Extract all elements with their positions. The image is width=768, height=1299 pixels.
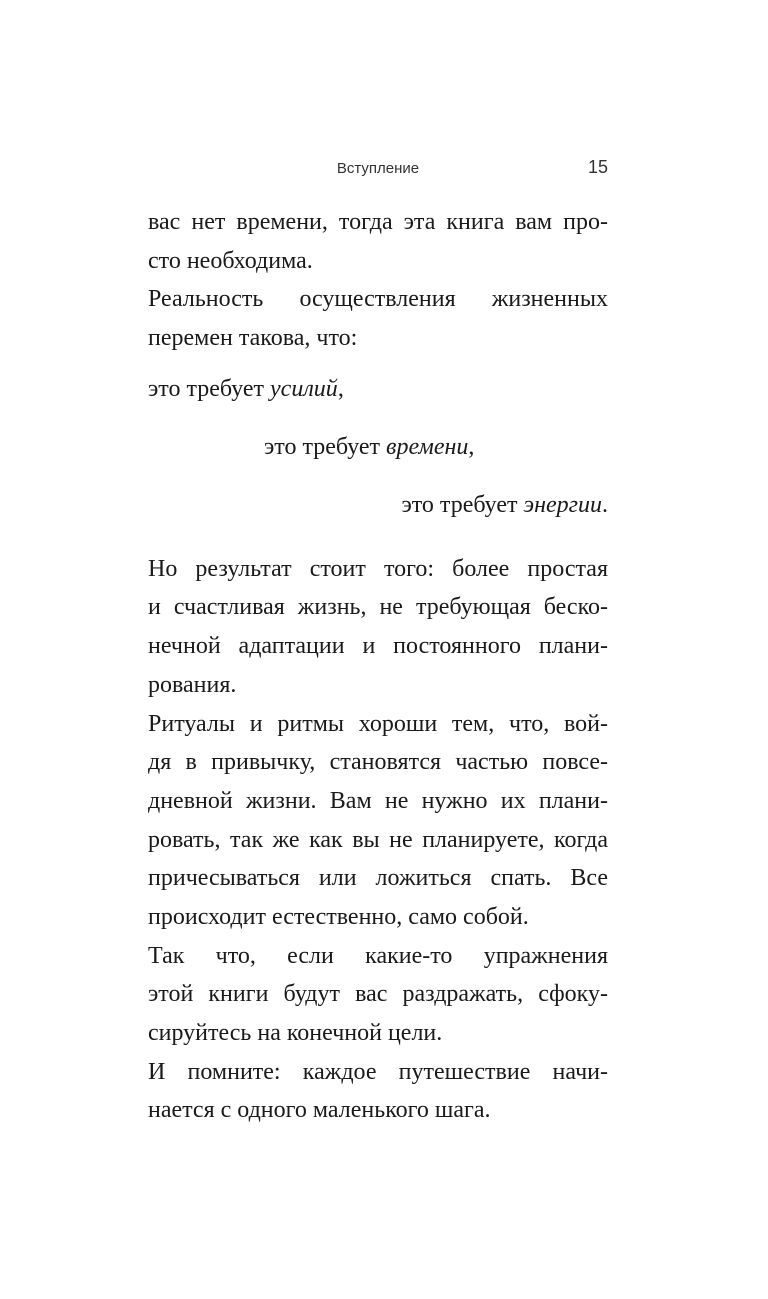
page-number: 15 <box>587 157 608 177</box>
page-body <box>148 203 608 1130</box>
text-line: вас нет времени, тогда эта книга вам про- <box>148 209 608 235</box>
emphasis: энергии <box>523 491 602 518</box>
text-line: дя в привычку, становятся частью повсе- <box>148 749 608 776</box>
text-line: И помните: каждое путешествие начи- <box>148 1058 608 1085</box>
text-line: причесываться или ложиться спать. Все <box>148 865 608 892</box>
paragraph-4 <box>148 705 608 937</box>
text-line: Так что, если какие-то упражнения <box>148 942 608 969</box>
running-header <box>148 157 608 181</box>
text-line: Но результат стоит того: более простая <box>148 555 608 582</box>
staircase-line-3: это требует энергии. <box>401 491 608 518</box>
text-line: нечной адаптации и постоянного плани- <box>148 633 608 660</box>
text-line: Ритуалы и ритмы хороши тем, что, вой- <box>148 710 608 737</box>
text-line: и счастливая жизнь, не требующая беско- <box>148 594 608 621</box>
text-line: сируйтесь на конечной цели. <box>148 1020 443 1046</box>
text-line: дневной жизни. Вам не нужно их плани- <box>148 787 608 814</box>
text-line: сто необходима. <box>148 247 313 274</box>
text-line: Реальность осуществления жизненных <box>148 286 608 313</box>
paragraph-2 <box>148 280 608 357</box>
text-line: этой книги будут вас раздражать, сфоку- <box>148 981 608 1008</box>
paragraph-1 <box>148 203 608 280</box>
paragraph-3 <box>148 550 608 705</box>
paragraph-6 <box>148 1053 608 1130</box>
section-title: Вступление <box>336 160 420 177</box>
emphasis: времени <box>386 433 469 460</box>
emphasis: усилий <box>270 375 338 402</box>
text-line: происходит естественно, само собой. <box>148 903 529 930</box>
text-line: ровать, так же как вы не планируете, когда <box>148 826 608 853</box>
text-line: нается с одного маленького шага. <box>148 1097 491 1124</box>
staircase-list <box>148 360 608 534</box>
text-line: перемен такова, что: <box>148 325 358 352</box>
staircase-line-2: это требует времени, <box>264 433 475 460</box>
staircase-line-1: это требует усилий, <box>148 375 344 402</box>
text-line: рования. <box>148 671 237 698</box>
paragraph-5 <box>148 937 608 1053</box>
